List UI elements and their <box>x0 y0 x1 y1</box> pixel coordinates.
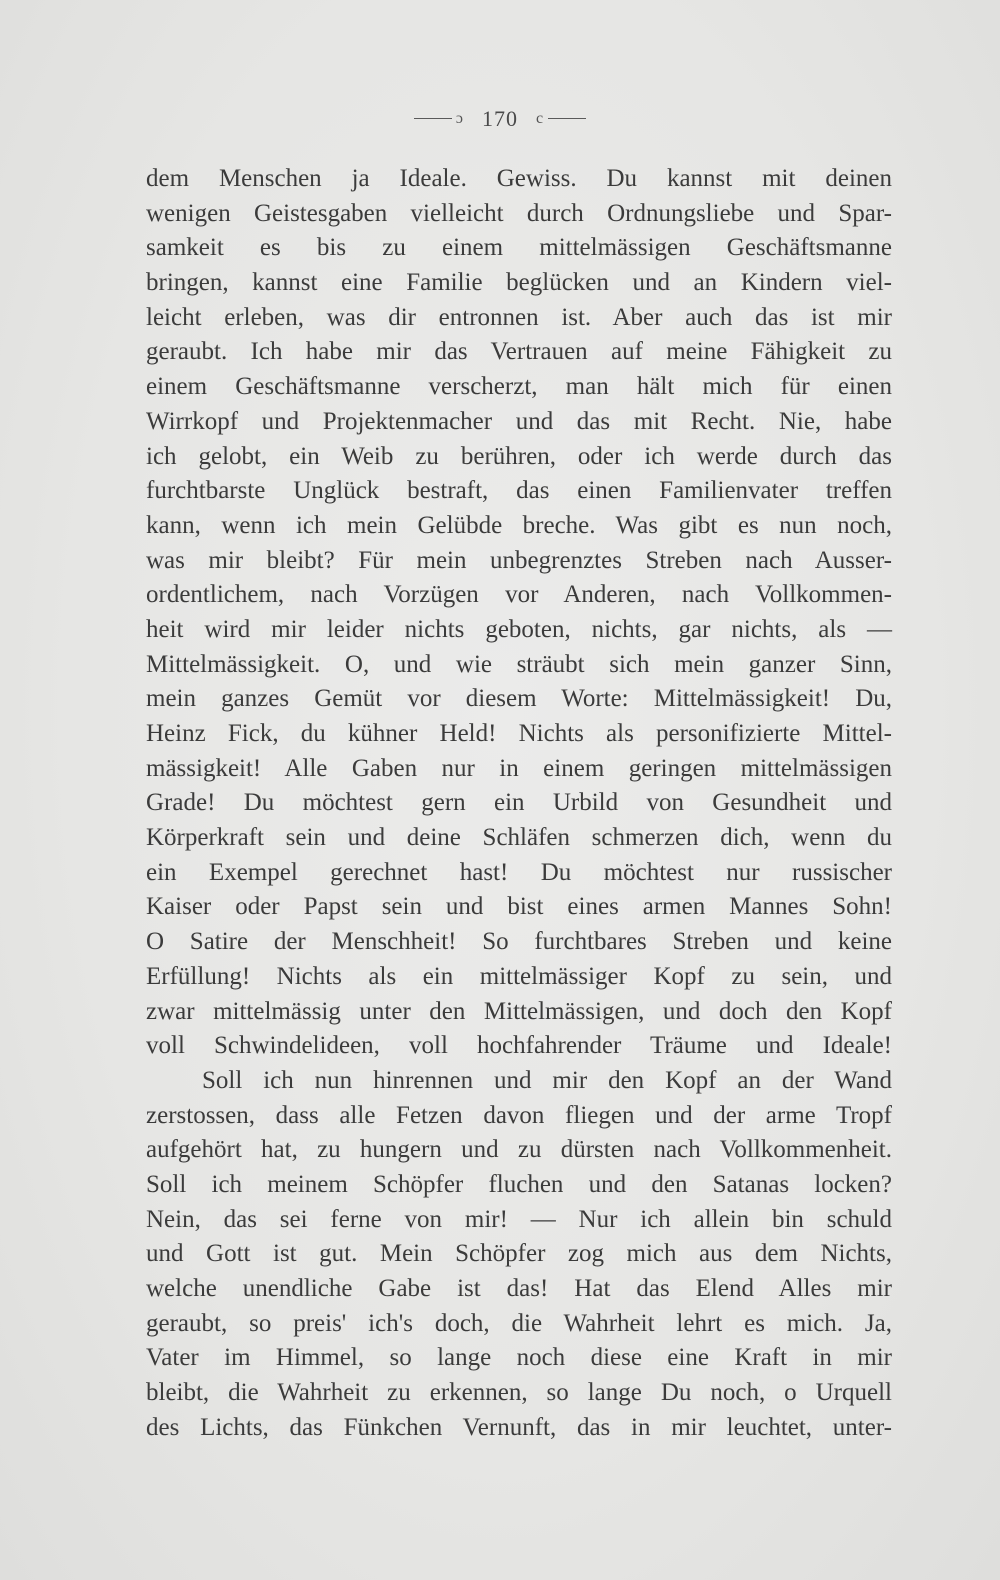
text-line: des Lichts, das Fünkchen Vernunft, das in mir leuchtet, unter- <box>146 1413 892 1441</box>
text-line: ich gelobt, ein Weib zu berühren, oder ich werde durch das <box>146 442 892 470</box>
text-line: Vater im Himmel, so lange noch diese eine Kraft in mir <box>146 1344 892 1372</box>
text-line: Mittelmässigkeit. O, und wie sträubt sich mein ganzer Sinn, <box>146 650 892 678</box>
page-number: 170 <box>482 105 518 131</box>
body-text <box>146 162 892 1445</box>
text-line: Soll ich meinem Schöpfer fluchen und den Satanas locken? <box>146 1170 892 1198</box>
text-line: Kaiser oder Papst sein und bist eines armen Mannes Sohn! <box>146 893 892 921</box>
text-line: bringen, kannst eine Familie beglücken und an Kindern viel- <box>146 269 892 297</box>
text-line: kann, wenn ich mein Gelübde breche. Was gibt es nun noch, <box>146 511 892 539</box>
header-ornament-right: c <box>536 109 545 127</box>
text-line: Nein, das sei ferne von mir! — Nur ich allein bin schuld <box>146 1205 892 1233</box>
text-line: Körperkraft sein und deine Schläfen schmerzen dich, wenn du <box>146 824 892 852</box>
header-ornament-left: ɔ <box>455 109 464 127</box>
text-line: Erfüllung! Nichts als ein mittelmässiger Kopf zu sein, und <box>146 962 892 990</box>
text-line: bleibt, die Wahrheit zu erkennen, so lange Du noch, o Urquell <box>146 1379 892 1407</box>
text-line: aufgehört hat, zu hungern und zu dürsten nach Vollkommenheit. <box>146 1136 892 1164</box>
text-line: welche unendliche Gabe ist das! Hat das Elend Alles mir <box>146 1275 892 1302</box>
text-line: Grade! Du möchtest gern ein Urbild von Gesundheit und <box>146 789 892 817</box>
text-line: Heinz Fick, du kühner Held! Nichts als personifizierte Mittel- <box>146 720 892 747</box>
text-line: voll Schwindelideen, voll hochfahrender Träume und Ideale! <box>146 1032 892 1060</box>
text-line: dem Menschen ja Ideale. Gewiss. Du kannst mit deinen <box>146 165 892 192</box>
text-line: zerstossen, dass alle Fetzen davon fliegen und der arme Tropf <box>146 1101 892 1129</box>
text-line: samkeit es bis zu einem mittelmässigen Geschäftsmanne <box>146 234 892 262</box>
text-line: und Gott ist gut. Mein Schöpfer zog mich aus dem Nichts, <box>146 1240 892 1268</box>
text-line: O Satire der Menschheit! So furchtbares Streben und keine <box>146 928 892 956</box>
text-line: Wirrkopf und Projektenmacher und das mit Recht. Nie, habe <box>146 407 892 435</box>
text-line: mein ganzes Gemüt vor diesem Worte: Mittelmässigkeit! Du, <box>146 685 892 713</box>
text-line: einem Geschäftsmanne verscherzt, man hält mich für einen <box>146 373 892 401</box>
text-line: Soll ich nun hinrennen und mir den Kopf an der Wand <box>202 1066 892 1094</box>
text-line: furchtbarste Unglück bestraft, das einen Familienvater treffen <box>146 477 892 505</box>
text-line: geraubt. Ich habe mir das Vertrauen auf meine Fähigkeit zu <box>146 338 892 366</box>
text-line: mässigkeit! Alle Gaben nur in einem geringen mittelmässigen <box>146 754 892 782</box>
text-line: wenigen Geistesgaben vielleicht durch Ordnungsliebe und Spar- <box>146 199 892 227</box>
text-line: leicht erleben, was dir entronnen ist. Aber auch das ist mir <box>146 303 892 331</box>
text-line: heit wird mir leider nichts geboten, nichts, gar nichts, als — <box>146 615 892 643</box>
text-line: ordentlichem, nach Vorzügen vor Anderen, nach Vollkommen- <box>146 581 892 609</box>
header-rule-right <box>548 118 586 119</box>
header-rule-left <box>414 118 452 119</box>
text-line: geraubt, so preis' ich's doch, die Wahrheit lehrt es mich. Ja, <box>146 1309 892 1337</box>
page-header <box>0 104 1000 132</box>
text-line: was mir bleibt? Für mein unbegrenztes Streben nach Ausser- <box>146 546 892 574</box>
text-line: ein Exempel gerechnet hast! Du möchtest nur russischer <box>146 858 892 886</box>
text-line: zwar mittelmässig unter den Mittelmässigen, und doch den Kopf <box>146 997 892 1025</box>
